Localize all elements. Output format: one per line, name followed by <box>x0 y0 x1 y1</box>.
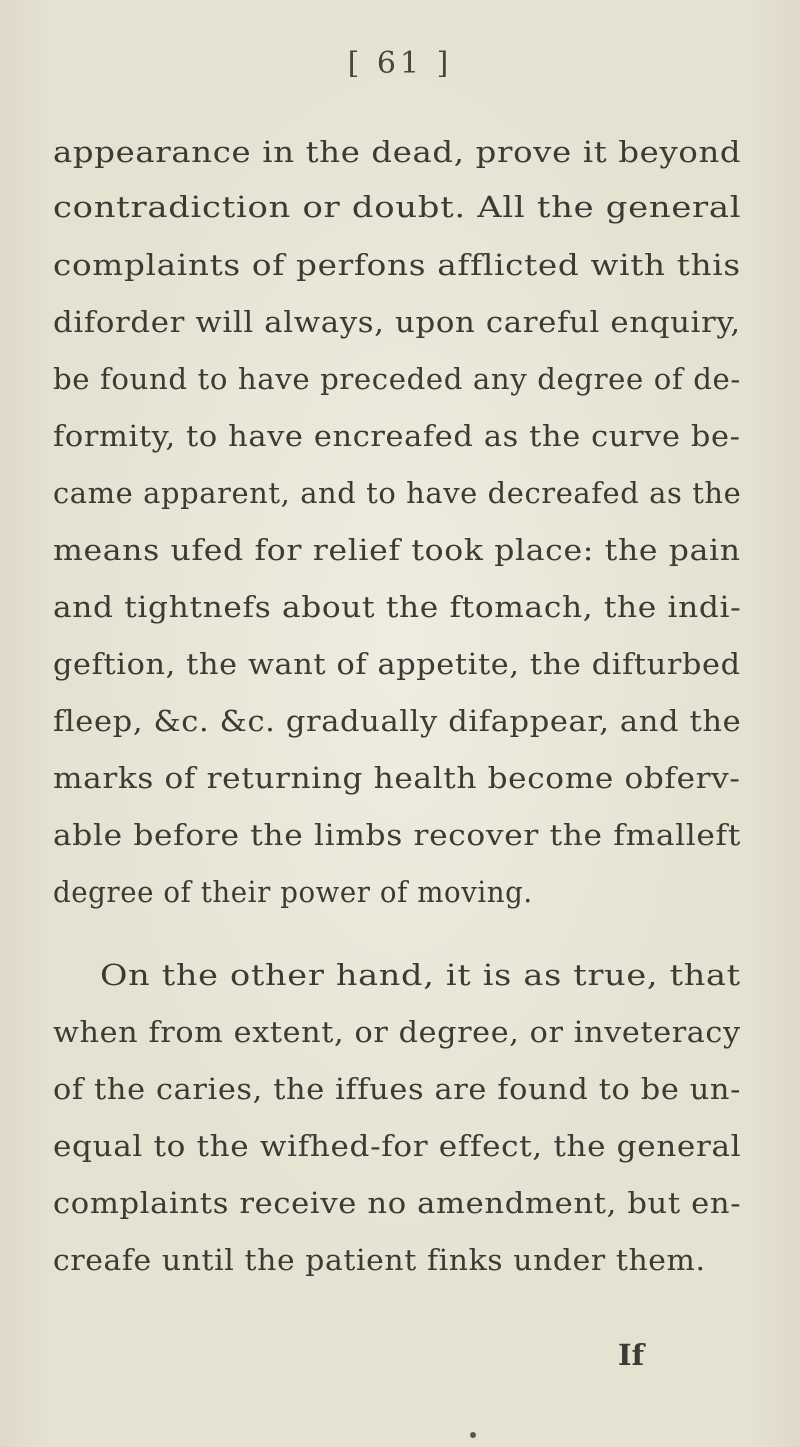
text-line: able before the limbs recover the fmalleft <box>53 818 742 852</box>
running-head: [ 61 ] <box>347 46 453 81</box>
text-line: formity, to have encreafed as the curve be- <box>53 419 741 453</box>
text-line: fleep, &c. &c. gradually difappear, and the <box>53 704 742 738</box>
text-line: complaints receive no amendment, but en- <box>53 1186 742 1220</box>
catchword: If <box>618 1338 645 1372</box>
text-line: diforder will always, upon careful enquiry, <box>53 305 741 339</box>
text-line: creafe until the patient finks under them. <box>53 1243 706 1277</box>
text-line: equal to the wifhed-for effect, the general <box>53 1129 742 1163</box>
text-line: be found to have preceded any degree of de- <box>53 362 741 396</box>
text-line: geftion, the want of appetite, the difturbed <box>53 647 741 681</box>
text-line: means ufed for relief took place: the pain <box>53 533 741 567</box>
text-line: contradiction or doubt. All the general <box>53 190 742 224</box>
text-line: On the other hand, it is as true, that <box>100 958 741 992</box>
text-line: of the caries, the iffues are found to be un- <box>53 1072 741 1106</box>
text-line: came apparent, and to have decreafed as the <box>53 476 742 510</box>
text-line: marks of returning health become obferv- <box>53 761 741 795</box>
text-line: appearance in the dead, prove it beyond <box>53 135 742 169</box>
text-line: degree of their power of moving. <box>53 875 533 909</box>
text-line: complaints of perfons afflicted with this <box>53 248 741 282</box>
text-line: when from extent, or degree, or inveteracy <box>53 1015 741 1049</box>
text-line: and tightnefs about the ftomach, the indi- <box>53 590 742 624</box>
ink-speck <box>470 1432 476 1438</box>
